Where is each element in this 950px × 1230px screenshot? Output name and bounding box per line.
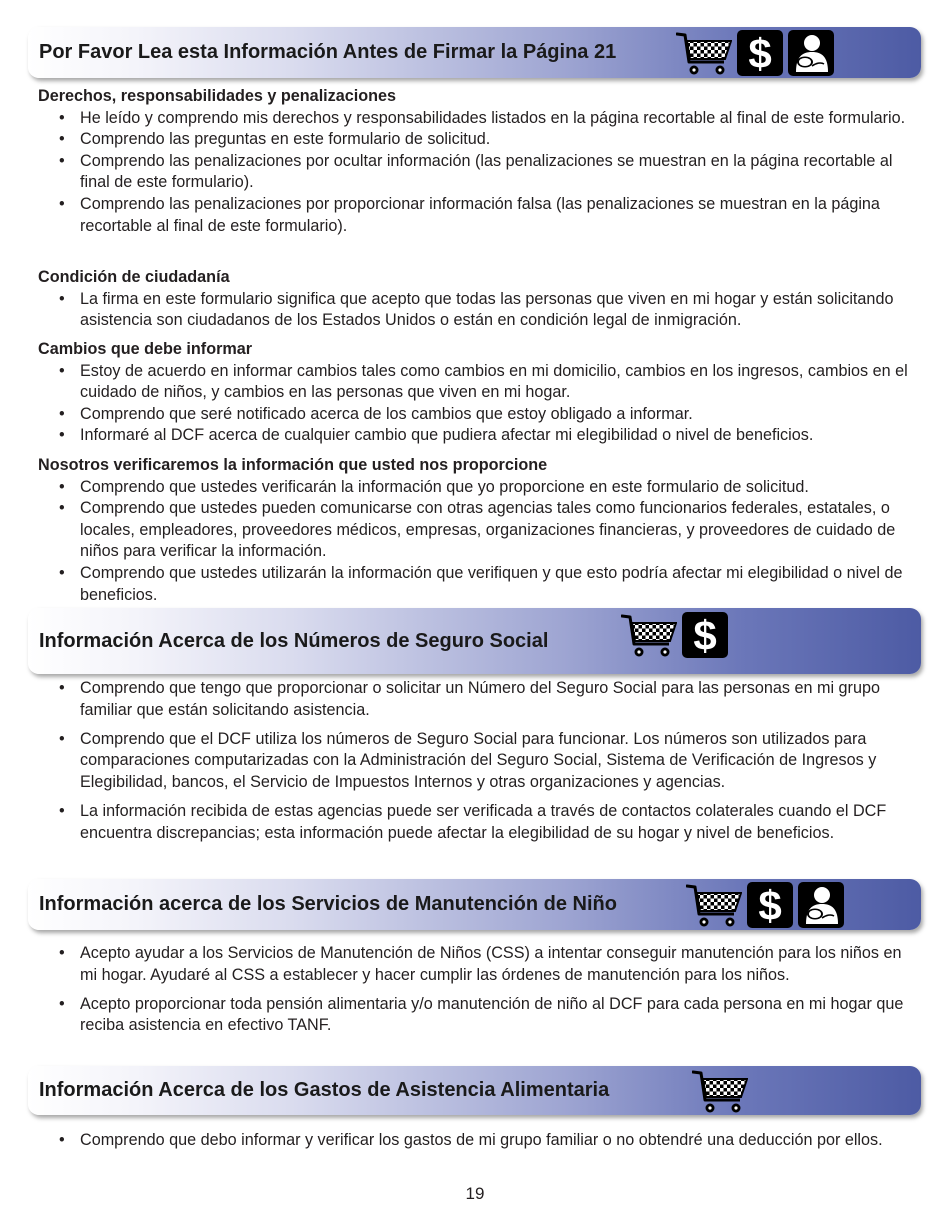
section-banner-food-assistance bbox=[28, 1066, 921, 1115]
banner-title: Por Favor Lea esta Información Antes de Firmar la Página 21 bbox=[39, 41, 617, 63]
list-item: • Comprendo que debo informar y verificar los gastos de mi grupo familiar o no obtendré una deducción por ellos. bbox=[38, 1130, 918, 1152]
banner-title: Información Acerca de los Números de Seguro Social bbox=[39, 629, 549, 652]
list-item: • Comprendo que el DCF utiliza los números de Seguro Social para funcionar. Los números son utilizados para comparaciones computarizadas con la Administración del Seguro Social, Sistema de Verificación de Ingresos y Elegibilidad, bancos, el Servicio de Impuestos Internos y otras organizaciones y agencias. bbox=[38, 729, 918, 794]
mother-child-icon bbox=[798, 882, 844, 928]
child-support-section bbox=[38, 943, 918, 1044]
list-item: • Comprendo las penalizaciones por proporcionar información falsa (las penalizaciones se muestran en la página recortable al final de este formulario). bbox=[38, 194, 918, 237]
list-item: • Comprendo que tengo que proporcionar o solicitar un Número del Seguro Social para las personas en mi grupo familiar que están solicitando asistencia. bbox=[38, 678, 918, 721]
list-item: • Comprendo que seré notificado acerca de los cambios que estoy obligado a informar. bbox=[38, 404, 918, 426]
section-heading: Cambios que debe informar bbox=[38, 340, 253, 358]
list-item: • La firma en este formulario significa que acepto que todas las personas que viven en mi hogar y están solicitando asistencia son ciudadanos de los Estados Unidos o están en condición legal de inmigración. bbox=[38, 289, 918, 332]
rights-list bbox=[38, 108, 918, 238]
section-banner-signing-info bbox=[28, 27, 921, 78]
dollar-sign-icon bbox=[737, 30, 783, 76]
program-icons bbox=[686, 881, 844, 929]
list-item: • Comprendo que ustedes utilizarán la información que verifiquen y que esto podría afectar mi elegibilidad o nivel de beneficios. bbox=[38, 563, 918, 606]
food-expenses-list bbox=[38, 1130, 918, 1152]
shopping-cart-icon bbox=[686, 881, 742, 929]
section-heading: Nosotros verificaremos la información que usted nos proporcione bbox=[38, 456, 548, 474]
program-icons bbox=[621, 611, 728, 659]
list-item: • Informaré al DCF acerca de cualquier cambio que pudiera afectar mi elegibilidad o nivel de beneficios. bbox=[38, 425, 918, 447]
child-support-list bbox=[38, 943, 918, 1037]
shopping-cart-icon bbox=[676, 29, 732, 77]
list-item: • Comprendo las penalizaciones por ocultar información (las penalizaciones se muestran en la página recortable al final de este formulario). bbox=[38, 151, 918, 194]
verification-section bbox=[38, 455, 918, 606]
list-item: • Comprendo las preguntas en este formulario de solicitud. bbox=[38, 129, 918, 151]
shopping-cart-icon bbox=[621, 611, 677, 659]
social-security-list bbox=[38, 678, 918, 844]
food-expenses-section bbox=[38, 1130, 918, 1152]
social-security-section bbox=[38, 678, 918, 852]
changes-section bbox=[38, 339, 918, 447]
dollar-sign-icon bbox=[682, 612, 728, 658]
mother-child-icon bbox=[788, 30, 834, 76]
rights-section bbox=[38, 86, 918, 237]
verification-list bbox=[38, 477, 918, 607]
section-heading: Condición de ciudadanía bbox=[38, 268, 230, 286]
section-banner-child-support bbox=[28, 879, 921, 930]
program-icons bbox=[676, 29, 834, 77]
banner-title: Información Acerca de los Gastos de Asistencia Alimentaria bbox=[39, 1079, 610, 1101]
list-item: • Acepto proporcionar toda pensión alimentaria y/o manutención de niño al DCF para cada persona en mi hogar que reciba asistencia en efectivo TANF. bbox=[38, 994, 918, 1037]
section-banner-social-security bbox=[28, 608, 921, 674]
changes-list bbox=[38, 361, 918, 447]
citizenship-section bbox=[38, 267, 918, 332]
shopping-cart-icon bbox=[692, 1067, 748, 1115]
list-item: • Acepto ayudar a los Servicios de Manutención de Niños (CSS) a intentar conseguir manutención para los niños en mi hogar. Ayudaré al CSS a establecer y hacer cumplir las órdenes de manutención para los niños. bbox=[38, 943, 918, 986]
section-heading: Derechos, responsabilidades y penalizaciones bbox=[38, 87, 397, 105]
list-item: • Comprendo que ustedes pueden comunicarse con otras agencias tales como funcionarios federales, estatales, o locales, empleadores, proveedores médicos, empresas, organizaciones financieras, y proveedores de cuidado de niños para verificar la información. bbox=[38, 498, 918, 563]
program-icons bbox=[692, 1067, 748, 1115]
list-item: • La información recibida de estas agencias puede ser verificada a través de contactos colaterales cuando el DCF encuentra discrepancias; esta información puede afectar la elegibilidad de su hogar y nivel de beneficios. bbox=[38, 801, 918, 844]
dollar-sign-icon bbox=[747, 882, 793, 928]
citizenship-list bbox=[38, 289, 918, 332]
page-number: 19 bbox=[465, 1184, 485, 1203]
list-item: • Comprendo que ustedes verificarán la información que yo proporcione en este formulario de solicitud. bbox=[38, 477, 918, 499]
banner-title: Información acerca de los Servicios de Manutención de Niño bbox=[39, 893, 617, 915]
list-item: • He leído y comprendo mis derechos y responsabilidades listados en la página recortable al final de este formulario. bbox=[38, 108, 918, 130]
list-item: • Estoy de acuerdo en informar cambios tales como cambios en mi domicilio, cambios en los ingresos, cambios en el cuidado de niños, y cambios en las personas que viven en mi hogar. bbox=[38, 361, 918, 404]
